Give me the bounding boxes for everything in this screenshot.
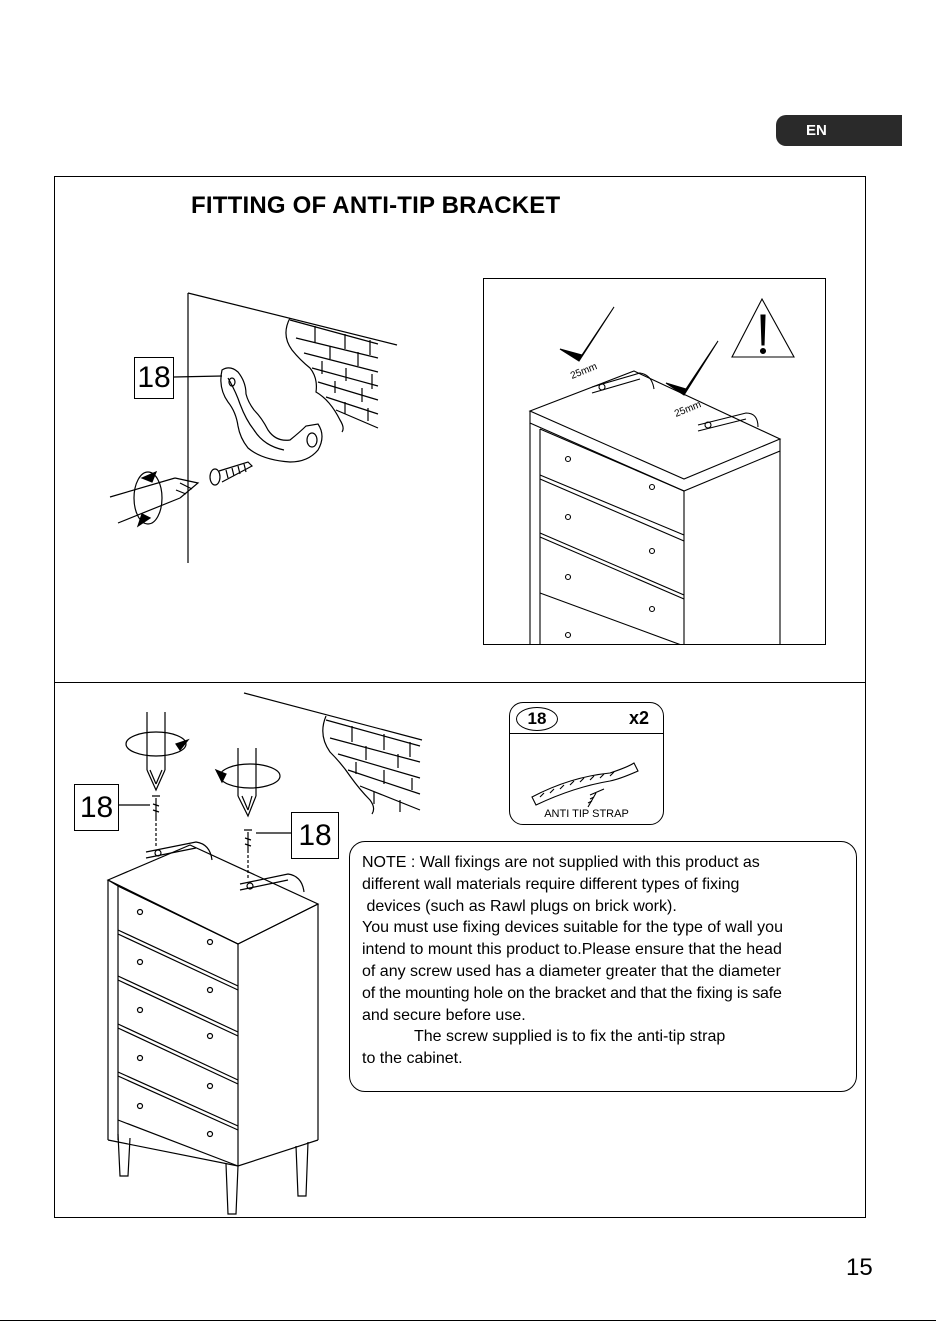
part-number-callout-left: 18 bbox=[74, 784, 119, 831]
note-line: intend to mount this product to.Please ensure that the head bbox=[362, 941, 782, 959]
note-line: and secure before use. bbox=[362, 1006, 526, 1024]
note-line: You must use fixing devices suitable for the type of wall you bbox=[362, 919, 783, 937]
dimension-label-1: 25mm bbox=[569, 361, 599, 382]
page-title: FITTING OF ANTI-TIP BRACKET bbox=[191, 192, 561, 219]
dimension-label-2: 25mm bbox=[673, 399, 703, 420]
parts-box bbox=[509, 702, 664, 825]
note-line: devices (such as Rawl plugs on brick work). bbox=[362, 897, 677, 915]
note-line: The screw supplied is to fix the anti-tip strap bbox=[414, 1028, 726, 1046]
page-number: 15 bbox=[846, 1254, 873, 1281]
wall-fixing-note bbox=[349, 841, 857, 1092]
parts-box-quantity: x2 bbox=[628, 708, 649, 728]
screwdriver-icon bbox=[216, 748, 280, 816]
note-line: of any screw used has a diameter greater that the diameter bbox=[362, 962, 781, 980]
language-tab: EN bbox=[776, 115, 902, 146]
brick-wall-icon bbox=[323, 716, 420, 814]
bottom-rule bbox=[0, 1320, 936, 1321]
note-line: NOTE : Wall fixings are not supplied with this product as bbox=[362, 854, 760, 871]
part-number-callout-right: 18 bbox=[291, 812, 339, 859]
parts-box-label: ANTI TIP STRAP bbox=[544, 808, 629, 820]
note-line: to the cabinet. bbox=[362, 1050, 463, 1068]
anti-tip-strap-icon bbox=[510, 733, 664, 813]
part-number-callout: 18 bbox=[134, 357, 174, 399]
parts-box-number: 18 bbox=[516, 707, 558, 731]
screw-icon bbox=[588, 789, 604, 807]
screw-icon bbox=[152, 796, 160, 818]
note-line: of the mounting hole on the bracket and that the fixing is safe bbox=[362, 984, 782, 1002]
screw-icon bbox=[244, 830, 252, 850]
note-line: different wall materials require different types of fixing bbox=[362, 875, 740, 893]
screwdriver-icon bbox=[126, 712, 188, 790]
